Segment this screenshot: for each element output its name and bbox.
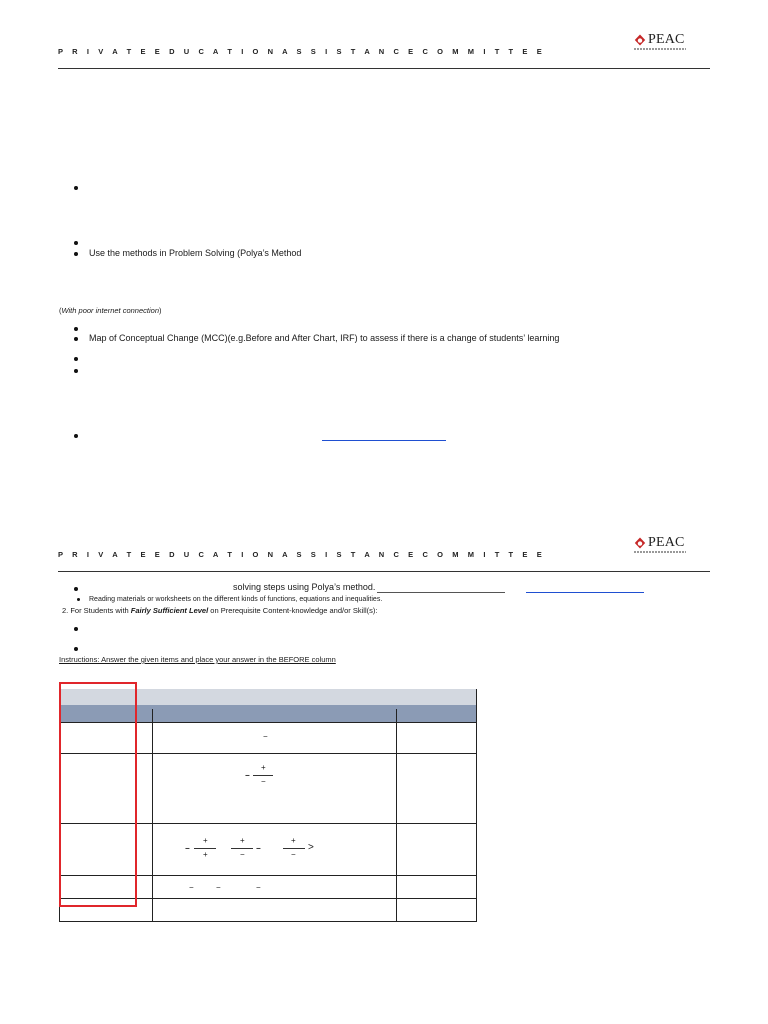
math-symbol: − [261, 777, 266, 786]
bullet-dot [74, 627, 78, 631]
math-symbol: − [256, 844, 261, 853]
math-symbol: + [240, 836, 245, 845]
hyperlink[interactable] [322, 440, 446, 441]
math-symbol: − [185, 844, 190, 853]
peac-logo [634, 536, 685, 550]
math-symbol: − [291, 850, 296, 859]
fairly-sufficient-heading: 2. For Students with Fairly Sufficient Level on Prerequisite Content-knowledge and/or Skill(s): [62, 606, 378, 615]
bullet-dot [74, 241, 78, 245]
math-symbol: − [245, 771, 250, 780]
peac-logo [634, 33, 685, 47]
bullet-polya-solving: solving steps using Polya’s method. [233, 582, 376, 592]
math-symbol: − [216, 883, 221, 892]
logo-text: PEAC [648, 535, 685, 550]
bullet-mcc: Map of Conceptual Change (MCC)(e.g.Before and After Chart, IRF) to assess if there is a change of students’ learning [89, 333, 560, 343]
header-rule [58, 571, 710, 572]
poor-connection-label: (With poor internet connection) [59, 306, 162, 315]
bullet-dot [74, 327, 78, 331]
bullet-dot [77, 598, 80, 601]
bullet-dot [74, 252, 78, 256]
math-symbol: − [263, 732, 268, 741]
logo-text: PEAC [648, 32, 685, 47]
peac-logo-icon [634, 34, 646, 46]
math-symbol: > [308, 842, 314, 853]
math-symbol: − [189, 883, 194, 892]
instructions: Instructions: Answer the given items and place your answer in the BEFORE column [59, 655, 336, 664]
math-symbol: − [240, 850, 245, 859]
org-header: P R I V A T E E D U C A T I O N A S S I S T A N C E C O M M I T T E E [58, 550, 546, 559]
bullet-dot [74, 434, 78, 438]
hyperlink[interactable] [526, 592, 644, 593]
peac-logo-icon [634, 537, 646, 549]
bullet-dot [74, 357, 78, 361]
bullet-dot [74, 587, 78, 591]
header-rule [58, 68, 710, 69]
math-symbol: + [203, 850, 208, 859]
math-symbol: + [203, 836, 208, 845]
highlight-box [59, 682, 137, 907]
bullet-polya-method: Use the methods in Problem Solving (Polya’s Method [89, 248, 302, 258]
math-symbol: + [261, 763, 266, 772]
math-symbol: − [256, 883, 261, 892]
math-symbol: + [291, 836, 296, 845]
org-header: P R I V A T E E D U C A T I O N A S S I S T A N C E C O M M I T T E E [58, 47, 546, 56]
blank-line [377, 592, 505, 593]
bullet-dot [74, 186, 78, 190]
bullet-reading-materials: Reading materials or worksheets on the different kinds of functions, equations and inequalities. [89, 596, 383, 603]
bullet-dot [74, 369, 78, 373]
bullet-dot [74, 337, 78, 341]
bullet-dot [74, 647, 78, 651]
